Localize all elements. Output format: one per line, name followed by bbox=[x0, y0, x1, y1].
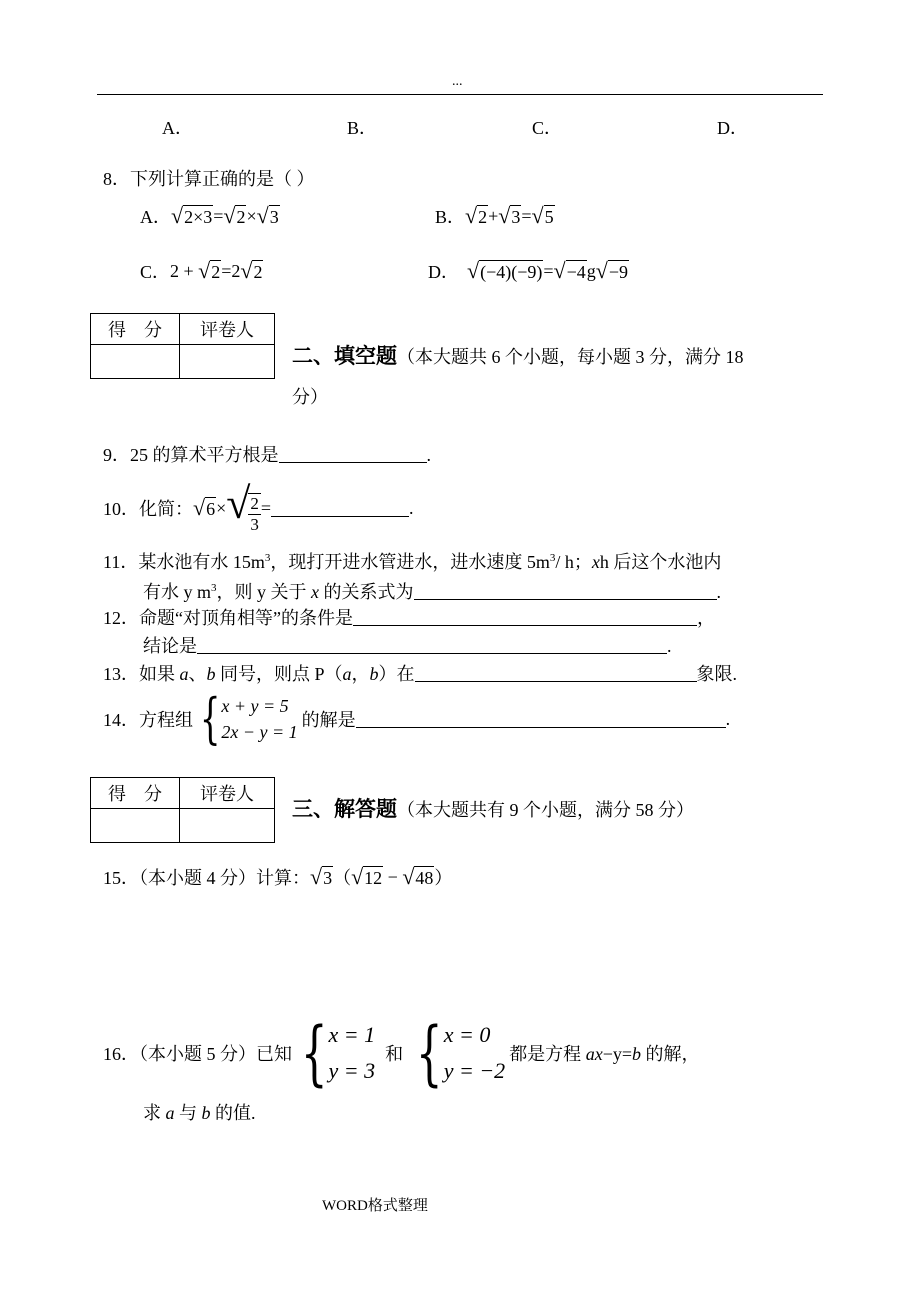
question-16 bbox=[103, 1012, 700, 1094]
q7-option-c: C． bbox=[532, 118, 563, 138]
q8-d-radical-2: √−4 bbox=[553, 257, 586, 283]
q10-radical-1: √6 bbox=[193, 494, 216, 520]
q8-option-d bbox=[428, 258, 629, 284]
question-10 bbox=[103, 479, 414, 535]
question-9 bbox=[103, 441, 431, 467]
q12-condition-blank[interactable] bbox=[353, 609, 697, 626]
q8-stem: 8．下列计算正确的是（ ） bbox=[103, 169, 315, 189]
score-header: 得 分 bbox=[91, 314, 180, 345]
grader-header: 评卷人 bbox=[180, 314, 275, 345]
section-3-title: 三、解答题 bbox=[292, 797, 397, 821]
q10-end: . bbox=[409, 497, 414, 518]
question-12-line-1: 12．命题“对顶角相等”的条件是 ， bbox=[103, 608, 715, 628]
q9-end: . bbox=[426, 445, 431, 465]
q8-b-radical-3: √5 bbox=[531, 202, 554, 228]
q8-c-label: C． bbox=[140, 262, 171, 282]
grader-header: 评卷人 bbox=[180, 778, 275, 809]
section-2-heading bbox=[292, 340, 744, 370]
q8-a-radical-2: √2 bbox=[223, 202, 246, 228]
section-2-note: （本大题共 6 个小题，每小题 3 分，满分 18 bbox=[397, 347, 744, 367]
q8-option-b bbox=[435, 203, 555, 229]
score-box-2 bbox=[90, 777, 275, 843]
q16-system-1: { x = 1 y = 3 bbox=[300, 1012, 376, 1094]
q14-end: . bbox=[725, 708, 731, 729]
q16-and: 和 bbox=[385, 1044, 404, 1064]
grader-cell[interactable] bbox=[180, 345, 275, 379]
header-rule bbox=[97, 94, 823, 95]
q8-c-radical-2: √2 bbox=[240, 257, 263, 283]
q8-option-c bbox=[140, 258, 263, 284]
q8-c-radical-1: √2 bbox=[198, 257, 221, 283]
q7-option-d: D． bbox=[717, 118, 748, 138]
q15-radical-3: √48 bbox=[402, 863, 434, 889]
question-15 bbox=[103, 864, 452, 890]
q12-conclusion-blank[interactable] bbox=[197, 637, 667, 654]
section-3-heading bbox=[292, 793, 694, 823]
q10-answer-blank[interactable] bbox=[271, 500, 409, 517]
q14-brace: { bbox=[199, 687, 221, 750]
q8-a-equals: = bbox=[213, 205, 224, 226]
score-box-1 bbox=[90, 313, 275, 379]
q16-s1-eq-2: y = 3 bbox=[328, 1058, 376, 1083]
q8-d-equals: = bbox=[543, 260, 554, 281]
q8-b-equals: = bbox=[521, 205, 532, 226]
q11-answer-blank[interactable] bbox=[414, 583, 717, 600]
q16-s2-eq-1: x = 0 bbox=[443, 1022, 491, 1047]
grader-cell[interactable] bbox=[180, 809, 275, 843]
question-14 bbox=[103, 687, 731, 750]
q8-a-label: A． bbox=[140, 207, 171, 227]
q8-d-label: D． bbox=[428, 262, 459, 282]
q10-equals: = bbox=[260, 497, 272, 518]
q13-answer-blank[interactable] bbox=[415, 665, 697, 682]
question-12-line-2: 结论是 . bbox=[143, 636, 672, 656]
q10-times: × bbox=[216, 497, 227, 518]
q9-text: 9．25 的算术平方根是 bbox=[103, 445, 279, 465]
q15-minus: − bbox=[383, 866, 403, 887]
section-2-title: 二、填空题 bbox=[292, 344, 397, 368]
score-header: 得 分 bbox=[91, 778, 180, 809]
q16-s2-eq-2: y = −2 bbox=[443, 1058, 506, 1083]
q8-option-a bbox=[140, 203, 280, 229]
section-2-note-cont: 分） bbox=[292, 387, 328, 407]
q16-s1-eq-1: x = 1 bbox=[328, 1022, 376, 1047]
q8-d-radical-1: √(−4)(−9) bbox=[467, 257, 543, 283]
q8-a-radical-1: √2×3 bbox=[171, 202, 213, 228]
q15-text: 15．（本小题 4 分）计算： bbox=[103, 868, 310, 888]
q14-answer-blank[interactable] bbox=[356, 711, 726, 728]
header-dots: ... bbox=[452, 74, 463, 89]
q8-a-radical-3: √3 bbox=[256, 202, 279, 228]
section-3-note: （本大题共有 9 个小题，满分 58 分） bbox=[397, 800, 694, 820]
q7-option-a: A． bbox=[162, 118, 193, 138]
q14-mid: 的解是 bbox=[301, 710, 356, 730]
q10-radical-frac: √ $\frac{2}{3}$ bbox=[226, 479, 259, 534]
q14-eq-2: 2x − y = 1 bbox=[221, 722, 298, 742]
q9-answer-blank[interactable] bbox=[279, 446, 427, 463]
q16-system-2: { x = 0 y = −2 bbox=[416, 1012, 506, 1094]
q15-close: ） bbox=[434, 868, 453, 888]
q14-text: 14．方程组 bbox=[103, 710, 193, 730]
question-13: 13．如果 a、b 同号，则点 P（a，b）在 象限. bbox=[103, 664, 738, 684]
score-cell[interactable] bbox=[91, 345, 180, 379]
q10-text: 10．化简： bbox=[103, 499, 193, 520]
q7-option-b: B． bbox=[347, 118, 378, 138]
q16-text: 16．（本小题 5 分）已知 bbox=[103, 1044, 292, 1064]
q16-tail: 都是方程 ax−y=b 的解， bbox=[509, 1044, 700, 1064]
q8-b-label: B． bbox=[435, 207, 466, 227]
q8-d-glyph: g bbox=[586, 260, 596, 281]
question-16-line-2: 求 a 与 b 的值. bbox=[143, 1103, 256, 1123]
q14-eq-1: x + y = 5 bbox=[221, 696, 289, 716]
q8-b-radical-1: √2 bbox=[465, 202, 488, 228]
q14-equation-system bbox=[193, 687, 298, 750]
question-11-line-1: 11．某水池有水 $15m^3$，现打开进水管进水，进水速度 $5m^3/$ h；xh 后这个水池内 bbox=[103, 552, 722, 572]
q8-b-plus: + bbox=[488, 205, 499, 226]
question-11-line-2: 有水 y $m^3$，则 y 关于 x 的关系式为 . bbox=[143, 582, 722, 602]
footer-text: WORD格式整理 bbox=[322, 1198, 428, 1214]
q8-c-equals: =2 bbox=[221, 260, 241, 281]
q8-c-prefix: 2 + bbox=[170, 260, 199, 281]
q15-open: （ bbox=[333, 868, 352, 888]
q8-b-radical-2: √3 bbox=[498, 202, 521, 228]
q15-radical-2: √12 bbox=[351, 863, 383, 889]
score-cell[interactable] bbox=[91, 809, 180, 843]
q8-d-radical-3: √−9 bbox=[595, 257, 628, 283]
q15-radical-1: √3 bbox=[310, 863, 333, 889]
q8-a-times: × bbox=[246, 205, 257, 226]
